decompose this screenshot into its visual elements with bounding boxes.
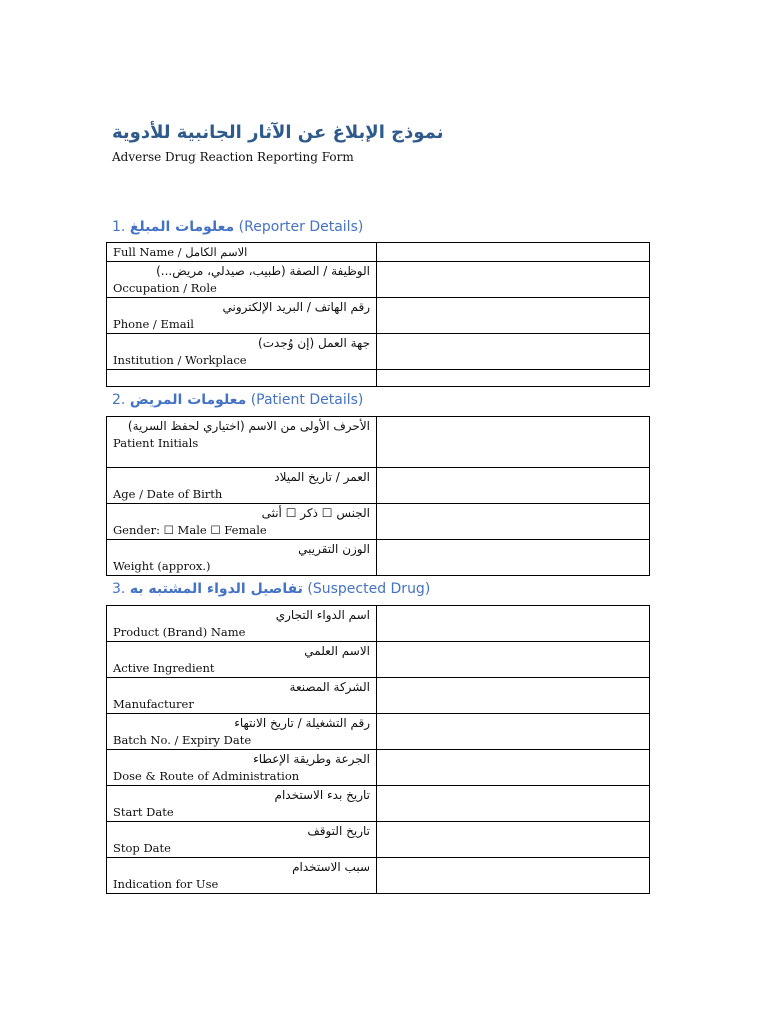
field-label-arabic: تاريخ بدء الاستخدام	[274, 788, 370, 802]
field-label[interactable]	[107, 504, 377, 540]
field-label-arabic: رقم التشغيلة / تاريخ الانتهاء	[234, 716, 370, 730]
field-label-english: Weight (approx.)	[113, 559, 211, 573]
field-label-english: Phone / Email	[113, 317, 194, 331]
table-row	[107, 858, 650, 894]
suspected-drug-table	[106, 605, 650, 894]
field-label-arabic: الوظيفة / الصفة (طبيب، صيدلي، مريض...)	[156, 264, 370, 278]
field-label-arabic: الاسم العلمي	[304, 644, 370, 658]
field-value-cell[interactable]	[377, 642, 650, 678]
reporter-details-table	[106, 242, 650, 387]
table-row	[107, 334, 650, 370]
field-value-cell[interactable]	[377, 540, 650, 576]
section-heading-arabic: معلومات المريض	[129, 392, 247, 408]
field-value-cell[interactable]	[377, 334, 650, 370]
field-value-cell[interactable]	[377, 606, 650, 642]
field-value-cell[interactable]	[377, 370, 650, 387]
field-label-arabic: جهة العمل (إن وُجدت)	[258, 336, 370, 350]
field-label-arabic: الوزن التقريبي	[298, 542, 370, 556]
field-label	[107, 334, 377, 370]
gender-checkbox-arabic[interactable]: الجنس ☐ ذكر ☐ أنثى	[261, 506, 370, 520]
field-value-cell[interactable]	[377, 750, 650, 786]
field-label-arabic: سبب الاستخدام	[292, 860, 370, 874]
field-label-english: Occupation / Role	[113, 281, 217, 295]
field-label	[107, 606, 377, 642]
form-title-english: Adverse Drug Reaction Reporting Form	[112, 150, 354, 164]
patient-details-table	[106, 416, 650, 576]
field-label-text: الاسم الكامل / Full Name	[113, 245, 248, 259]
field-label-english: Institution / Workplace	[113, 353, 247, 367]
field-label	[107, 417, 377, 468]
field-label-english: Indication for Use	[113, 877, 219, 891]
table-row	[107, 504, 650, 540]
field-value-cell[interactable]	[377, 786, 650, 822]
table-row	[107, 298, 650, 334]
field-value-cell[interactable]	[377, 714, 650, 750]
field-value-cell[interactable]	[377, 262, 650, 298]
field-label-arabic: رقم الهاتف / البريد الإلكتروني	[222, 300, 370, 314]
table-row	[107, 822, 650, 858]
field-label-arabic: الأحرف الأولى من الاسم (اختياري لحفظ السرية)	[127, 419, 370, 433]
field-label-arabic: العمر / تاريخ الميلاد	[274, 470, 370, 484]
section-number: 3.	[112, 581, 126, 597]
field-label	[107, 822, 377, 858]
field-label-english: Start Date	[113, 805, 174, 819]
table-row	[107, 678, 650, 714]
table-row	[107, 243, 650, 262]
table-row	[107, 417, 650, 468]
field-value-cell[interactable]	[377, 298, 650, 334]
section-heading-english: (Patient Details)	[250, 392, 364, 408]
table-row	[107, 786, 650, 822]
table-row	[107, 540, 650, 576]
section-heading-arabic: معلومات المبلغ	[129, 219, 235, 235]
field-label	[107, 750, 377, 786]
table-row	[107, 262, 650, 298]
table-row	[107, 714, 650, 750]
section-number: 1.	[112, 219, 126, 235]
field-label-english: Active Ingredient	[113, 661, 215, 675]
field-label-arabic: الشركة المصنعة	[289, 680, 370, 694]
table-row	[107, 750, 650, 786]
field-label-english: Stop Date	[113, 841, 171, 855]
field-label-english: Product (Brand) Name	[113, 625, 246, 639]
section-3-heading	[112, 581, 430, 597]
table-row	[107, 606, 650, 642]
field-label	[107, 243, 377, 262]
section-number: 2.	[112, 392, 126, 408]
table-row	[107, 370, 650, 387]
form-title-arabic: نموذج الإبلاغ عن الآثار الجانبية للأدوية	[112, 122, 444, 143]
field-label	[107, 262, 377, 298]
field-label	[107, 714, 377, 750]
field-label[interactable]	[107, 370, 377, 387]
field-label-english: Manufacturer	[113, 697, 194, 711]
section-1-heading	[112, 219, 363, 235]
field-label-arabic: تاريخ التوقف	[307, 824, 370, 838]
field-value-cell[interactable]	[377, 243, 650, 262]
field-label	[107, 858, 377, 894]
field-label	[107, 298, 377, 334]
field-value-cell[interactable]	[377, 468, 650, 504]
table-row	[107, 468, 650, 504]
section-heading-arabic: تفاصيل الدواء المشتبه به	[129, 581, 303, 597]
field-label-english: Patient Initials	[113, 436, 199, 450]
field-value-cell[interactable]	[377, 417, 650, 468]
section-heading-english: (Reporter Details)	[238, 219, 364, 235]
field-label-english: Age / Date of Birth	[113, 487, 223, 501]
field-label	[107, 786, 377, 822]
field-label-arabic: الجرعة وطريقة الإعطاء	[253, 752, 370, 766]
field-label-english: Dose & Route of Administration	[113, 769, 300, 783]
field-value-cell[interactable]	[377, 822, 650, 858]
field-label-arabic: اسم الدواء التجاري	[275, 608, 370, 622]
field-value-cell[interactable]	[377, 858, 650, 894]
table-row	[107, 642, 650, 678]
gender-checkbox-english[interactable]: Gender: ☐ Male ☐ Female	[113, 523, 267, 537]
field-value-cell[interactable]	[377, 504, 650, 540]
section-heading-english: (Suspected Drug)	[307, 581, 431, 597]
field-label	[107, 642, 377, 678]
field-value-cell[interactable]	[377, 678, 650, 714]
section-2-heading	[112, 392, 363, 408]
field-label	[107, 678, 377, 714]
field-label-english: Batch No. / Expiry Date	[113, 733, 252, 747]
field-label	[107, 540, 377, 576]
field-label	[107, 468, 377, 504]
